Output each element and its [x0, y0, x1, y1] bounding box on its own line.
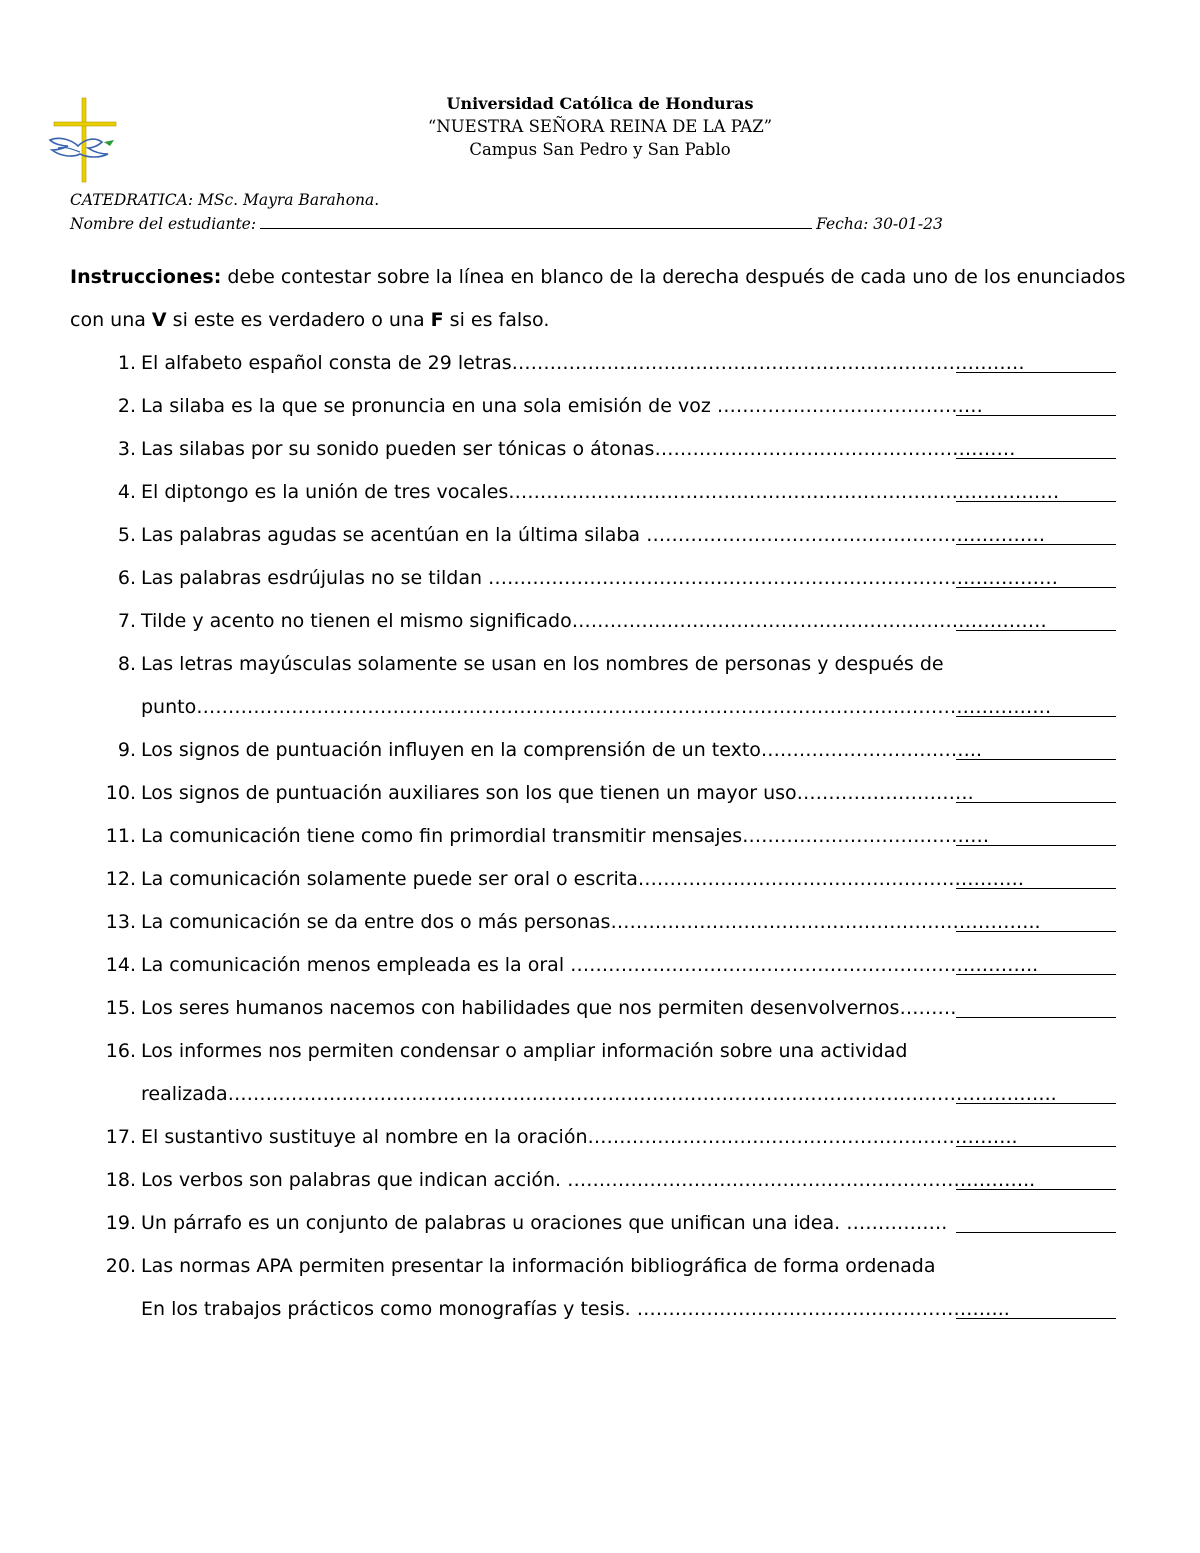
question-number: 5.	[117, 524, 136, 546]
question-number: 19.	[105, 1212, 136, 1234]
question-text: Las silabas por su sonido pueden ser tónicas o átonas…………………………………………………	[141, 438, 1016, 460]
motto: “NUESTRA SEÑORA REINA DE LA PAZ”	[427, 117, 773, 136]
question-text: Las letras mayúsculas solamente se usan en los nombres de personas y después de	[141, 653, 944, 675]
question-number: 18.	[105, 1169, 136, 1191]
question-number: 16.	[105, 1040, 136, 1062]
instructions-label: Instrucciones:	[70, 266, 222, 288]
answer-blank[interactable]	[956, 1189, 1116, 1190]
answer-blank[interactable]	[956, 372, 1116, 373]
answer-blank[interactable]	[956, 802, 1116, 803]
question-item	[0, 987, 1200, 1030]
question-number: 10.	[105, 782, 136, 804]
question-text: Las normas APA permiten presentar la información bibliográfica de forma ordenada	[141, 1255, 936, 1277]
question-text-continued: punto………………………………………………………………………………………………………………………	[141, 696, 1052, 718]
document-header	[0, 92, 1200, 161]
true-letter: V	[151, 309, 167, 331]
answer-blank[interactable]	[956, 716, 1116, 717]
question-item	[0, 557, 1200, 600]
question-item	[0, 1159, 1200, 1202]
question-text: Las palabras agudas se acentúan en la última silaba ………………………………………………………	[141, 524, 1046, 546]
question-text: Los informes nos permiten condensar o ampliar información sobre una actividad	[141, 1040, 908, 1062]
question-item	[0, 428, 1200, 471]
question-number: 17.	[105, 1126, 136, 1148]
question-item	[0, 342, 1200, 385]
answer-blank[interactable]	[956, 630, 1116, 631]
university-name: Universidad Católica de Honduras	[446, 94, 754, 113]
answer-blank[interactable]	[956, 931, 1116, 932]
question-number: 7.	[117, 610, 136, 632]
student-name-field[interactable]	[260, 212, 812, 229]
question-item	[0, 858, 1200, 901]
question-item	[0, 600, 1200, 643]
answer-blank[interactable]	[956, 1318, 1116, 1319]
question-item	[0, 514, 1200, 557]
false-letter: F	[430, 309, 444, 331]
question-number: 15.	[105, 997, 136, 1019]
question-text: Las palabras esdrújulas no se tildan ………………………………………………………………………………	[141, 567, 1059, 589]
answer-blank[interactable]	[956, 544, 1116, 545]
instructions-line-1	[70, 256, 1140, 299]
question-text: Un párrafo es un conjunto de palabras u oraciones que unifican una idea. …………….	[141, 1212, 948, 1234]
question-number: 12.	[105, 868, 136, 890]
question-number: 13.	[105, 911, 136, 933]
answer-blank[interactable]	[956, 587, 1116, 588]
question-item	[0, 385, 1200, 428]
answer-blank[interactable]	[956, 1103, 1116, 1104]
question-item	[0, 815, 1200, 858]
question-text: Tilde y acento no tienen el mismo significado…………………………………………………………………	[141, 610, 1047, 632]
question-text-continued: En los trabajos prácticos como monografías y tesis. …………………………………………………..	[141, 1298, 1010, 1320]
question-text: La comunicación se da entre dos o más personas…………………………………………………………..	[141, 911, 1041, 933]
question-text: La comunicación solamente puede ser oral o escrita…………………………………………………….	[141, 868, 1024, 890]
answer-blank[interactable]	[956, 501, 1116, 502]
question-number: 9.	[117, 739, 136, 761]
question-number: 11.	[105, 825, 136, 847]
teacher-line: CATEDRATICA: MSc. Mayra Barahona.	[70, 191, 380, 209]
question-text-continued: realizada…………………………………………………………………………………………………………………..	[141, 1083, 1057, 1105]
question-number: 20.	[105, 1255, 136, 1277]
answer-blank[interactable]	[956, 1017, 1116, 1018]
question-text: La comunicación menos empleada es la oral ………………………………………………………………..	[141, 954, 1039, 976]
question-number: 2.	[117, 395, 136, 417]
question-item	[0, 643, 1200, 729]
document-meta	[70, 188, 943, 236]
question-number: 6.	[117, 567, 136, 589]
answer-blank[interactable]	[956, 845, 1116, 846]
answer-blank[interactable]	[956, 888, 1116, 889]
answer-blank[interactable]	[956, 458, 1116, 459]
answer-blank[interactable]	[956, 1146, 1116, 1147]
question-number: 4.	[117, 481, 136, 503]
answer-blank[interactable]	[956, 974, 1116, 975]
question-text: Los signos de puntuación auxiliares son los que tienen un mayor uso……………………….	[141, 782, 974, 804]
question-text: Los signos de puntuación influyen en la comprensión de un texto……………………………..	[141, 739, 983, 761]
question-item	[0, 772, 1200, 815]
question-text: El diptongo es la unión de tres vocales……………………………………………………………………………	[141, 481, 1060, 503]
instructions-text-2b: si este es verdadero o una	[166, 309, 431, 331]
question-item	[0, 729, 1200, 772]
answer-blank[interactable]	[956, 415, 1116, 416]
date-label: Fecha: 30-01-23	[816, 215, 943, 233]
question-text: El sustantivo sustituye al nombre en la oración…………………………………………………………..	[141, 1126, 1018, 1148]
question-item	[0, 944, 1200, 987]
answer-blank[interactable]	[956, 1232, 1116, 1233]
question-text: Los verbos son palabras que indican acción. ………………………………………………………………..	[141, 1169, 1036, 1191]
instructions	[70, 256, 1140, 342]
question-item	[0, 1245, 1200, 1331]
answer-blank[interactable]	[956, 759, 1116, 760]
instructions-text-2a: con una	[70, 309, 152, 331]
question-text: La silaba es la que se pronuncia en una sola emisión de voz ……………………………………	[141, 395, 983, 417]
instructions-line-2	[70, 299, 1140, 342]
question-item	[0, 1202, 1200, 1245]
question-item	[0, 1030, 1200, 1116]
question-text: La comunicación tiene como fin primordial transmitir mensajes…………………………………	[141, 825, 990, 847]
question-item	[0, 901, 1200, 944]
question-number: 14.	[105, 954, 136, 976]
question-item	[0, 471, 1200, 514]
question-text: Los seres humanos nacemos con habilidades que nos permiten desenvolvernos………	[141, 997, 957, 1019]
student-line	[70, 212, 943, 236]
question-number: 8.	[117, 653, 136, 675]
instructions-text-2c: si es falso.	[443, 309, 550, 331]
question-item	[0, 1116, 1200, 1159]
instructions-text-1: debe contestar sobre la línea en blanco de la derecha después de cada uno de los enunciados	[221, 266, 1126, 288]
student-name-label: Nombre del estudiante:	[70, 215, 257, 233]
question-text: El alfabeto español consta de 29 letras………………………………………………………………………	[141, 352, 1025, 374]
question-list	[0, 342, 1200, 1331]
question-number: 3.	[117, 438, 136, 460]
question-number: 1.	[117, 352, 136, 374]
campus-name: Campus San Pedro y San Pablo	[469, 140, 731, 159]
